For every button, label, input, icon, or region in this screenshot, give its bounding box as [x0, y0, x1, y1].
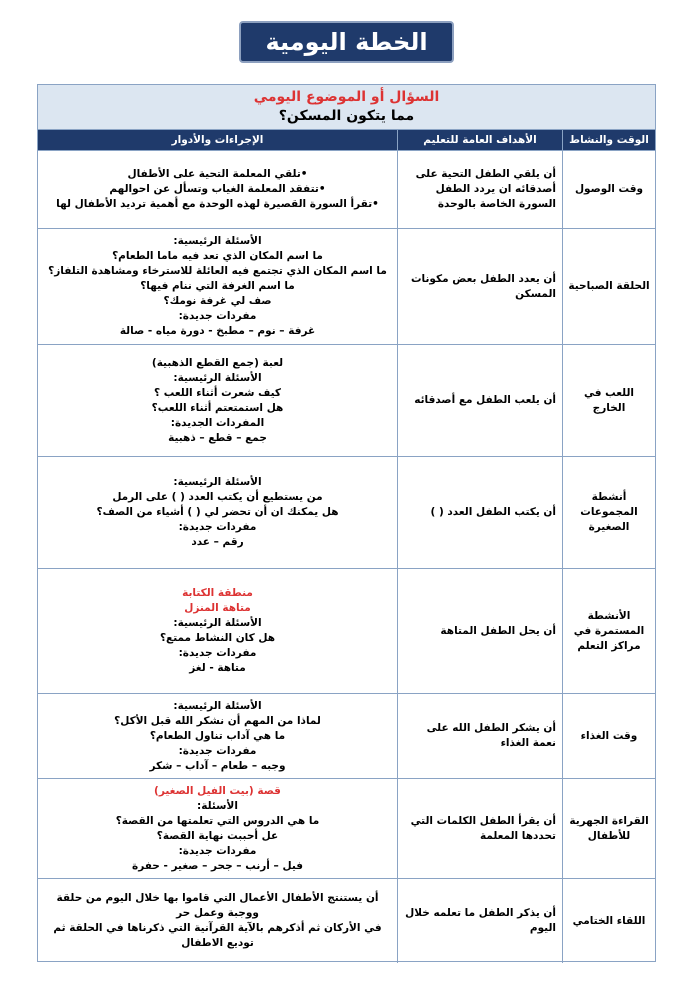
header-time: الوقت والنشاط [562, 130, 655, 150]
procedure-line: منطقة الكتابة [182, 587, 253, 599]
procedure-line: فيل – أرنب – جحر – صغير - حفرة [132, 859, 303, 872]
procedure-line: •تقرأ السورة القصيرة لهذه الوحدة مع أهمية ترديد الأطفال لها [56, 198, 379, 210]
header-procedures: الإجراءات والأدوار [171, 134, 264, 146]
procedure-line: هل كان النشاط ممتع؟ [159, 632, 276, 644]
procedure-line: قصة (بيت الفيل الصغير) [154, 784, 281, 797]
activity-time-cell: الحلقة الصباحية [562, 229, 655, 344]
table-row [38, 878, 655, 963]
daily-topic-header [38, 85, 655, 130]
procedures-cell [38, 457, 397, 568]
procedure-line: •تتفقد المعلمة الغياب وتسأل عن احوالهم [109, 183, 326, 195]
procedure-line: الأسئلة الرئيسية: [173, 699, 262, 712]
table-row [38, 228, 655, 344]
activity-time-cell: وقت الوصول [562, 151, 655, 228]
procedure-line: في الأركان ثم أذكرهم بالآية القرآنية التي ذكرناها في الحلقة ثم توديع الاطفال [53, 922, 382, 949]
procedure-line: ما اسم المكان الذي تجتمع فيه العائلة للاسترخاء ومشاهدة التلفاز؟ [48, 265, 387, 277]
activity-time-cell: أنشطة المجموعات الصغيرة [562, 457, 655, 568]
table-body [38, 150, 655, 963]
topic-question: مما يتكون المسكن؟ [278, 108, 415, 124]
goal-cell: أن يعدد الطفل بعض مكونات المسكن [397, 229, 562, 344]
procedures-cell [38, 569, 397, 693]
procedures-cell [38, 779, 397, 878]
procedures-cell [38, 151, 397, 228]
procedure-line: الأسئلة الرئيسية: [173, 235, 262, 247]
procedure-line: •تلقي المعلمة التحية على الأطفال [127, 168, 308, 180]
header-goals: الأهداف العامة للتعليم [397, 130, 562, 150]
procedures-cell [38, 345, 397, 456]
page-title [239, 21, 454, 63]
procedure-line: ما هي الدروس التي تعلمتها من القصة؟ [115, 814, 320, 827]
goal-cell: أن يحل الطفل المتاهة [397, 569, 562, 693]
procedure-line: أن يستنتج الأطفال الأعمال التي قاموا بها خلال اليوم من حلقة ووجبة وعمل حر [56, 892, 379, 919]
daily-plan-table [37, 84, 656, 962]
procedure-line: لعبة (جمع القطع الذهبية) [151, 356, 284, 369]
activity-time-cell: اللقاء الختامي [562, 879, 655, 963]
procedure-line: جمع – قطع – ذهبية [168, 431, 267, 444]
procedure-line: الأسئلة الرئيسية: [173, 371, 262, 384]
procedure-line: رقم – عدد [191, 536, 244, 548]
procedure-line: لماذا من المهم أن نشكر الله قبل الأكل؟ [114, 714, 321, 727]
procedure-line: مفردات جديدة: [178, 744, 257, 757]
procedure-line: هل يمكنك ان أن تحضر لي ( ) أشياء من الصف؟ [96, 506, 339, 518]
procedure-line: صف لي غرفة نومك؟ [163, 295, 272, 307]
procedure-line: مفردات جديدة: [178, 310, 257, 322]
procedure-line: ما اسم الغرفة التي ننام فيها؟ [140, 280, 295, 292]
goal-cell: أن يشكر الطفل الله على نعمة الغذاء [397, 694, 562, 778]
procedure-line: هل استمتعتم أثناء اللعب؟ [151, 401, 284, 414]
procedure-line: الأسئلة الرئيسية: [173, 476, 262, 488]
activity-time-cell: القراءة الجهرية للأطفال [562, 779, 655, 878]
procedures-cell [38, 694, 397, 778]
procedures-cell [38, 879, 397, 963]
table-row [38, 456, 655, 568]
goal-cell: أن يلعب الطفل مع أصدقائه [397, 345, 562, 456]
procedure-line: الأسئلة الرئيسية: [173, 617, 262, 629]
goal-cell: أن يلقي الطفل التحية على أصدقائه ان يردد الطفل السورة الخاصة بالوحدة [397, 151, 562, 228]
activity-time-cell: اللعب في الخارج [562, 345, 655, 456]
table-row [38, 568, 655, 693]
procedure-line: من يستطيع أن يكتب العدد ( ) على الرمل [112, 491, 323, 503]
procedure-line: مفردات جديدة: [178, 844, 257, 857]
table-row [38, 778, 655, 878]
goal-cell: أن يذكر الطفل ما تعلمه خلال اليوم [397, 879, 562, 963]
goal-cell: أن يقرأ الطفل الكلمات التي تحددها المعلمة [397, 779, 562, 878]
procedure-line: عل أحببت نهاية القصة؟ [156, 829, 279, 842]
goal-cell: أن يكتب الطفل العدد ( ) [397, 457, 562, 568]
procedure-line: الأسئلة: [197, 799, 238, 812]
procedure-line: غرفة – نوم – مطبخ - دورة مياه - صالة [119, 325, 316, 337]
table-row [38, 150, 655, 228]
procedure-line: ما هي آداب تناول الطعام؟ [149, 729, 286, 742]
page-title-text: الخطة اليومية [265, 28, 428, 56]
procedure-line: وجبه – طعام – آداب – شكر [149, 759, 286, 772]
activity-time-cell: وقت الغذاء [562, 694, 655, 778]
procedure-line: مفردات جديدة: [178, 521, 257, 533]
procedure-line: متاهة المنزل [184, 602, 251, 614]
procedure-line: متاهة - لغز [189, 662, 246, 674]
activity-time-cell: الأنشطة المستمرة في مراكز التعلم [562, 569, 655, 693]
procedure-line: المفردات الجديدة: [170, 416, 265, 429]
table-row [38, 344, 655, 456]
topic-label: السؤال أو الموضوع اليومي [253, 89, 440, 105]
procedure-line: مفردات جديدة: [178, 647, 257, 659]
procedure-line: كيف شعرت أثناء اللعب ؟ [154, 386, 281, 399]
table-row [38, 693, 655, 778]
procedures-cell [38, 229, 397, 344]
table-header [38, 130, 655, 150]
procedure-line: ما اسم المكان الذي تعد فيه ماما الطعام؟ [112, 250, 323, 262]
